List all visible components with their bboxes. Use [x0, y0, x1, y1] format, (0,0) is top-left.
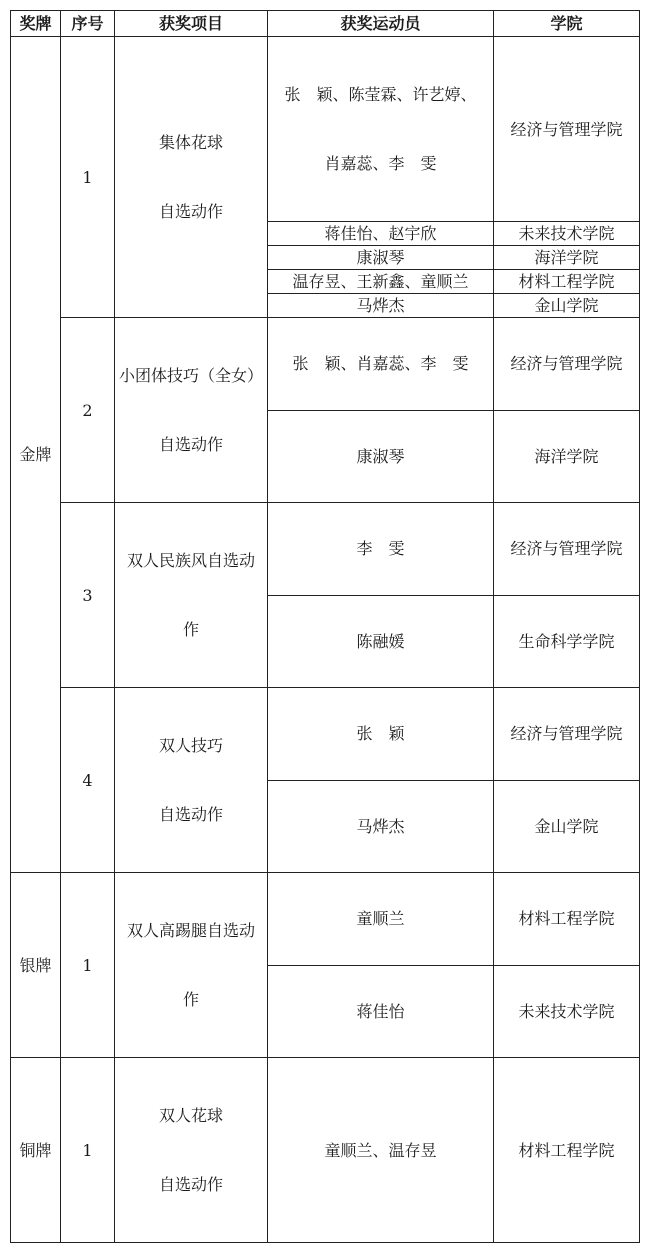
table-row — [11, 37, 640, 222]
college-cell: 未来技术学院 — [494, 222, 640, 246]
table-row — [11, 688, 640, 781]
athletes-cell: 张 颖、肖嘉蕊、李 雯 — [268, 318, 494, 411]
project-line: 自选动作 — [158, 202, 223, 221]
seq-cell: 4 — [61, 688, 115, 873]
project-line: 集体花球 — [158, 133, 223, 152]
college-cell: 材料工程学院 — [494, 270, 640, 294]
project-cell — [115, 688, 268, 873]
project-cell — [115, 318, 268, 503]
project-line: 双人民族风自选动 — [126, 551, 255, 570]
seq-cell: 2 — [61, 318, 115, 503]
project-line: 双人花球 — [158, 1106, 223, 1125]
seq-cell: 1 — [61, 1058, 115, 1243]
table-row — [11, 318, 640, 411]
college-cell: 经济与管理学院 — [494, 318, 640, 411]
athletes-cell: 温存昱、王新鑫、童顺兰 — [268, 270, 494, 294]
college-cell: 生命科学学院 — [494, 595, 640, 688]
seq-cell: 1 — [61, 37, 115, 318]
project-line: 双人技巧 — [158, 736, 223, 755]
project-line: 自选动作 — [158, 435, 223, 454]
athletes-cell: 李 雯 — [268, 503, 494, 596]
header-athletes: 获奖运动员 — [268, 11, 494, 37]
athletes-line: 张 颖、陈莹霖、许艺婷、 — [284, 85, 477, 104]
college-cell: 经济与管理学院 — [494, 688, 640, 781]
project-cell — [115, 503, 268, 688]
seq-cell: 1 — [61, 873, 115, 1058]
table-row — [11, 503, 640, 596]
college-cell: 金山学院 — [494, 780, 640, 873]
athletes-cell: 康淑琴 — [268, 246, 494, 270]
athletes-cell: 童顺兰、温存昱 — [268, 1058, 494, 1243]
project-line: 小团体技巧（全女） — [118, 366, 263, 385]
project-line: 自选动作 — [158, 1175, 223, 1194]
college-cell: 海洋学院 — [494, 246, 640, 270]
table-row — [11, 1058, 640, 1243]
athletes-cell: 张 颖 — [268, 688, 494, 781]
medal-bronze: 铜牌 — [11, 1058, 61, 1243]
college-cell: 未来技术学院 — [494, 965, 640, 1058]
table-row — [11, 873, 640, 966]
athletes-cell — [268, 37, 494, 222]
athletes-cell: 童顺兰 — [268, 873, 494, 966]
project-cell — [115, 873, 268, 1058]
athletes-cell: 陈融媛 — [268, 595, 494, 688]
header-project: 获奖项目 — [115, 11, 268, 37]
header-college: 学院 — [494, 11, 640, 37]
college-cell: 经济与管理学院 — [494, 37, 640, 222]
athletes-cell: 蒋佳怡、赵宇欣 — [268, 222, 494, 246]
seq-cell: 3 — [61, 503, 115, 688]
project-line: 自选动作 — [158, 805, 223, 824]
college-cell: 材料工程学院 — [494, 1058, 640, 1243]
college-cell: 海洋学院 — [494, 410, 640, 503]
college-cell: 金山学院 — [494, 294, 640, 318]
athletes-cell: 马烨杰 — [268, 780, 494, 873]
awards-table — [10, 10, 640, 1243]
project-line: 作 — [182, 620, 199, 639]
project-cell — [115, 1058, 268, 1243]
project-line: 作 — [182, 990, 199, 1009]
header-row — [11, 11, 640, 37]
athletes-cell: 蒋佳怡 — [268, 965, 494, 1058]
athletes-cell: 康淑琴 — [268, 410, 494, 503]
athletes-line: 肖嘉蕊、李 雯 — [324, 154, 437, 173]
medal-gold: 金牌 — [11, 37, 61, 873]
athletes-cell: 马烨杰 — [268, 294, 494, 318]
header-seq: 序号 — [61, 11, 115, 37]
medal-silver: 银牌 — [11, 873, 61, 1058]
project-cell — [115, 37, 268, 318]
college-cell: 经济与管理学院 — [494, 503, 640, 596]
header-medal: 奖牌 — [11, 11, 61, 37]
college-cell: 材料工程学院 — [494, 873, 640, 966]
project-line: 双人高踢腿自选动 — [126, 921, 255, 940]
